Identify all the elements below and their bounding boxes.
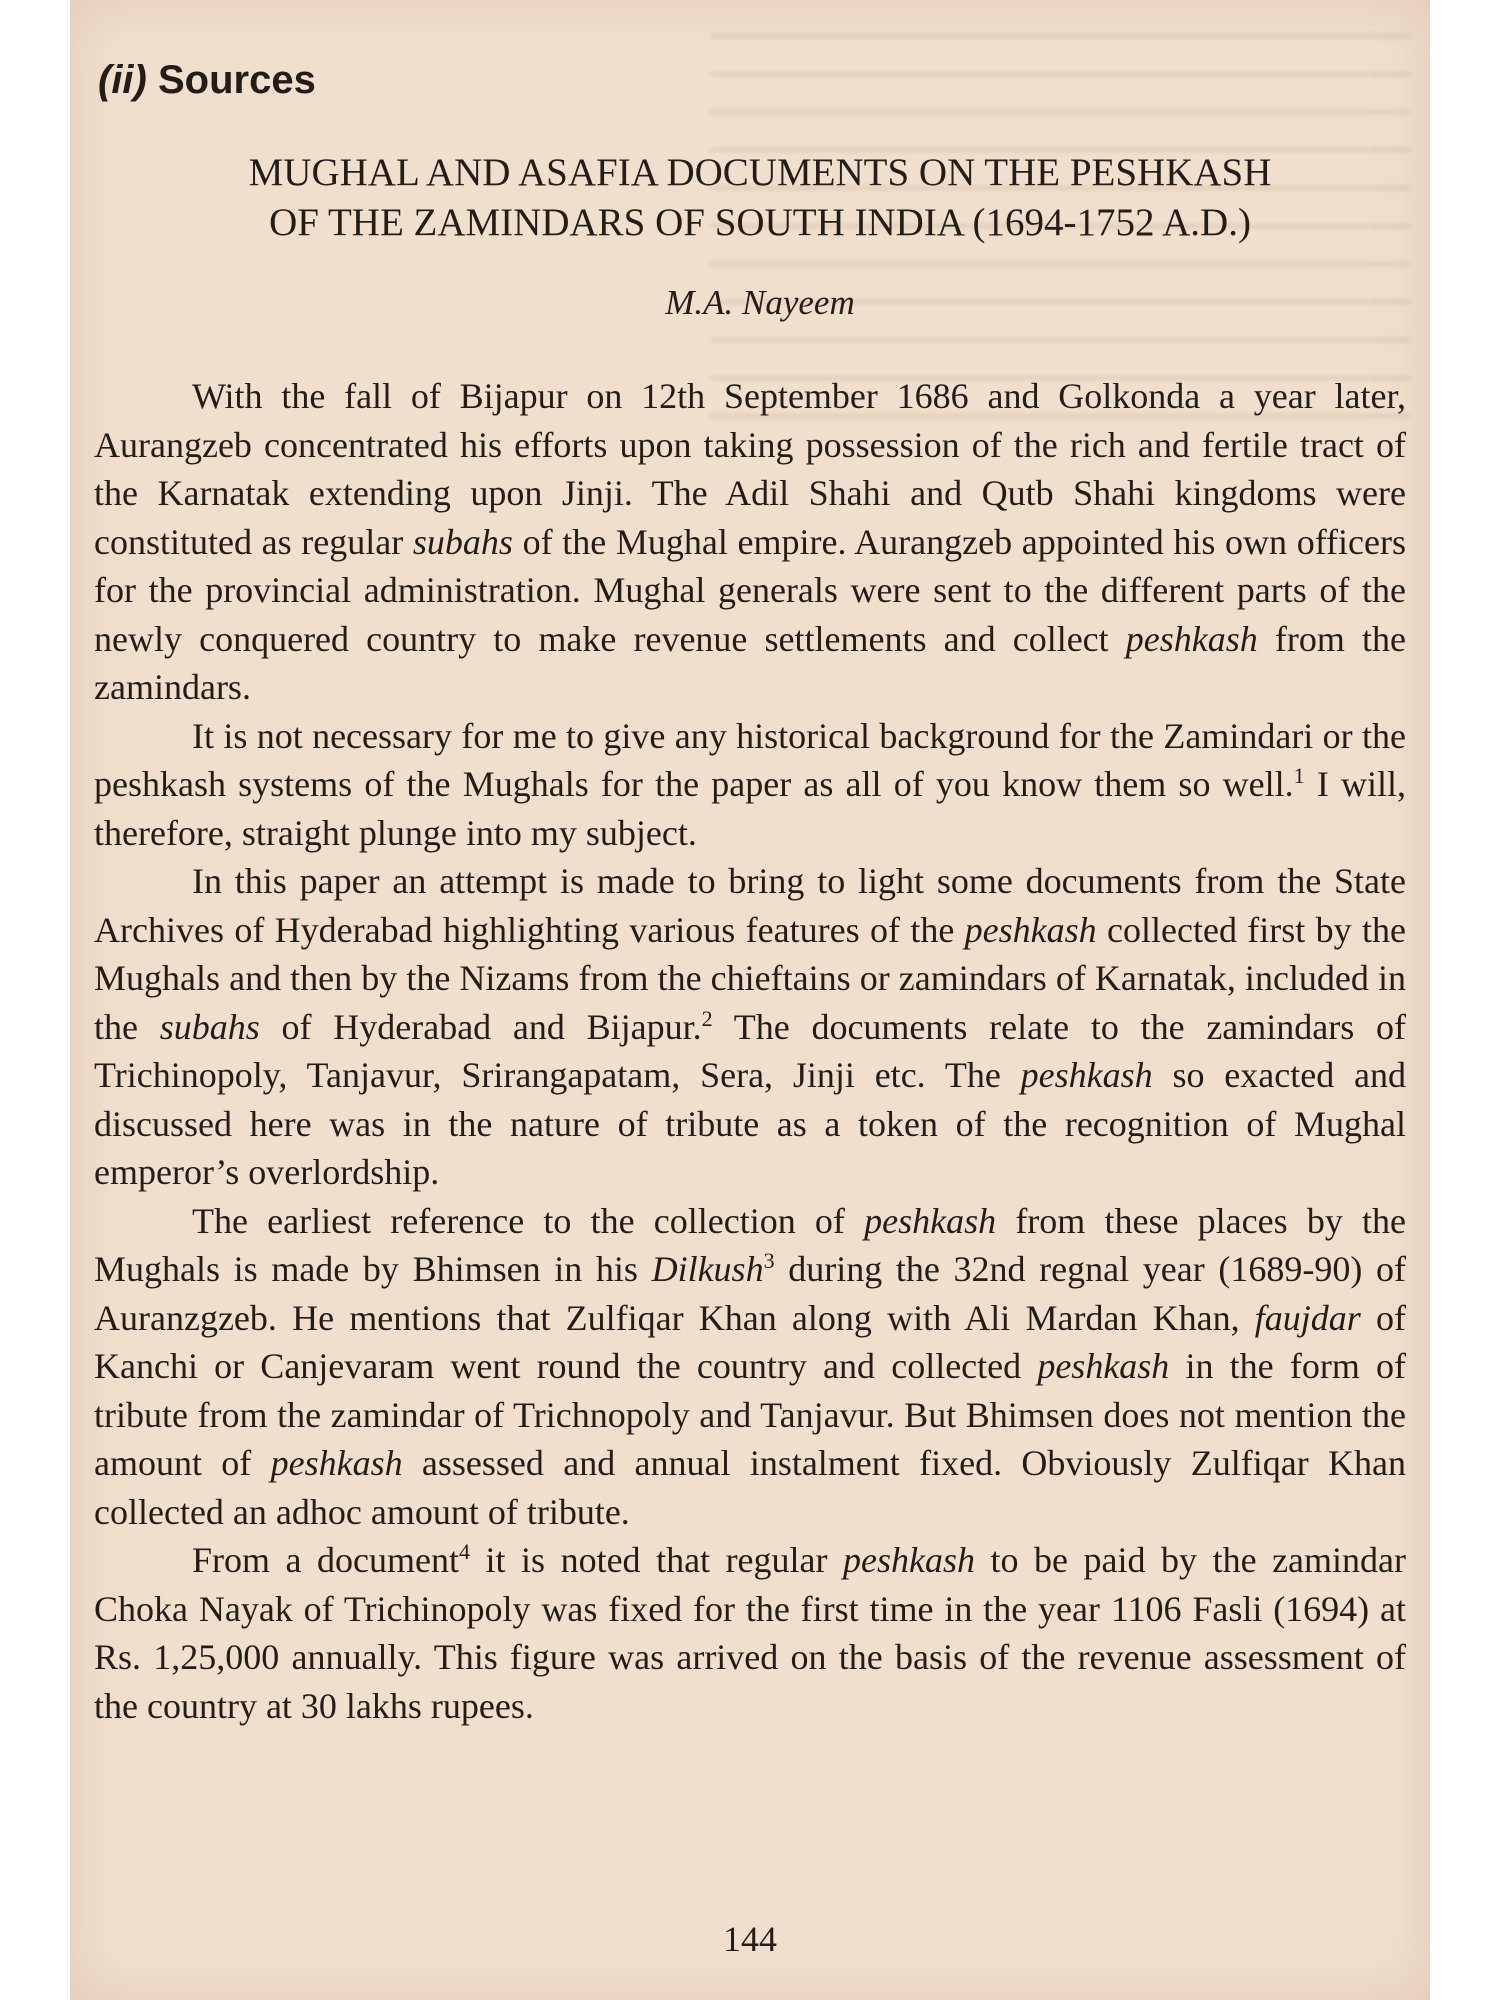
italic-term: Dilkush: [651, 1249, 764, 1289]
text-segment: to be paid by the zamindar Choka Nayak of Trichinopoly was fixed for the first time in the year 1106 Fasli (1694) at Rs. 1,25,000 annually. This figure was arrived on the basis of the revenue assessment of the country at 30 lakhs rupees.: [94, 1540, 1406, 1726]
body-paragraph: [94, 712, 1406, 858]
text-segment: during the 32nd regnal year (1689-90) of Auranzgzeb. He mentions that Zulfiqar Khan along with Ali Mardan Khan,: [94, 1249, 1406, 1338]
book-page: [70, 0, 1430, 2000]
footnote-marker: 3: [763, 1248, 775, 1273]
italic-term: subahs: [159, 1006, 260, 1047]
text-segment: from these places by the Mughals is made by Bhimsen in his: [94, 1200, 1407, 1289]
body-paragraph: [94, 857, 1406, 1197]
text-segment: in the form of tribute from the zamindar of Trichnopoly and Tanjavur. But Bhimsen does not mention the amount of: [94, 1346, 1406, 1483]
section-label: Sources: [158, 58, 316, 102]
section-number: (ii): [98, 58, 147, 102]
italic-term: subahs: [412, 521, 513, 562]
italic-term: peshkash: [843, 1540, 976, 1580]
text-segment: With the fall of Bijapur on 12th September 1686 and Golkonda a year later, Aurangzeb concentrated his efforts upon taking possession of the rich and fertile tract of the Karnatak extending upon Jinji. The Adil Shahi and Qutb Shahi kingdoms were constituted as regular: [94, 376, 1406, 562]
text-segment: from the zamindars.: [94, 618, 1406, 707]
article-body: [94, 372, 1406, 1730]
italic-term: peshkash: [864, 1200, 997, 1241]
footnote-marker: 4: [459, 1539, 470, 1564]
text-segment: I will, therefore, straight plunge into my subject.: [94, 764, 1406, 853]
text-segment: of Hyderabad and Bijapur.: [259, 1006, 702, 1047]
article-title: [110, 148, 1410, 248]
text-segment: The earliest reference to the collection of: [192, 1200, 865, 1241]
text-segment: From a document: [192, 1540, 459, 1580]
italic-term: peshkash: [1020, 1055, 1153, 1095]
footnote-marker: 1: [1293, 763, 1305, 788]
text-segment: The documents relate to the zamindars of Trichinopoly, Tanjavur, Srirangapatam, Sera, Jinji etc. The: [94, 1006, 1406, 1095]
text-segment: It is not necessary for me to give any historical background for the Zamindari or the peshkash systems of the Mughals for the paper as all of you know them so well.: [94, 715, 1406, 804]
section-heading: [98, 58, 316, 103]
body-paragraph: [94, 1536, 1406, 1730]
italic-term: peshkash: [1037, 1346, 1170, 1386]
text-segment: of the Mughal empire. Aurangzeb appointed his own officers for the provincial administration. Mughal generals were sent to the different parts of the newly conquered country to make revenue settlements and collect: [94, 521, 1406, 659]
italic-term: faujdar: [1254, 1297, 1361, 1338]
text-segment: it is noted that regular: [470, 1540, 844, 1580]
article-title-line-1: MUGHAL AND ASAFIA DOCUMENTS ON THE PESHKASH: [248, 151, 1272, 194]
text-segment: assessed and annual instalment fixed. Obviously Zulfiqar Khan collected an adhoc amount of tribute.: [94, 1443, 1406, 1532]
italic-term: peshkash: [270, 1443, 403, 1483]
article-title-line-2: OF THE ZAMINDARS OF SOUTH INDIA (1694-1752 A.D.): [269, 201, 1251, 244]
page-number: 144: [723, 1919, 777, 1959]
text-segment: of Kanchi or Canjevaram went round the country and collected: [94, 1297, 1406, 1386]
article-author: M.A. Nayeem: [665, 283, 855, 322]
footnote-marker: 2: [701, 1005, 713, 1031]
text-segment: collected first by the Mughals and then by the Nizams from the chieftains or zamindars of Karnatak, included in the: [94, 909, 1407, 1047]
body-paragraph: [94, 1197, 1406, 1537]
body-paragraph: [94, 372, 1406, 712]
text-segment: so exacted and discussed here was in the nature of tribute as a token of the recognition of Mughal emperor’s overlordship.: [94, 1055, 1406, 1192]
text-segment: In this paper an attempt is made to bring to light some documents from the State Archives of Hyderabad highlighting various features of the: [94, 861, 1406, 950]
italic-term: peshkash: [1125, 618, 1258, 659]
italic-term: peshkash: [964, 909, 1097, 950]
